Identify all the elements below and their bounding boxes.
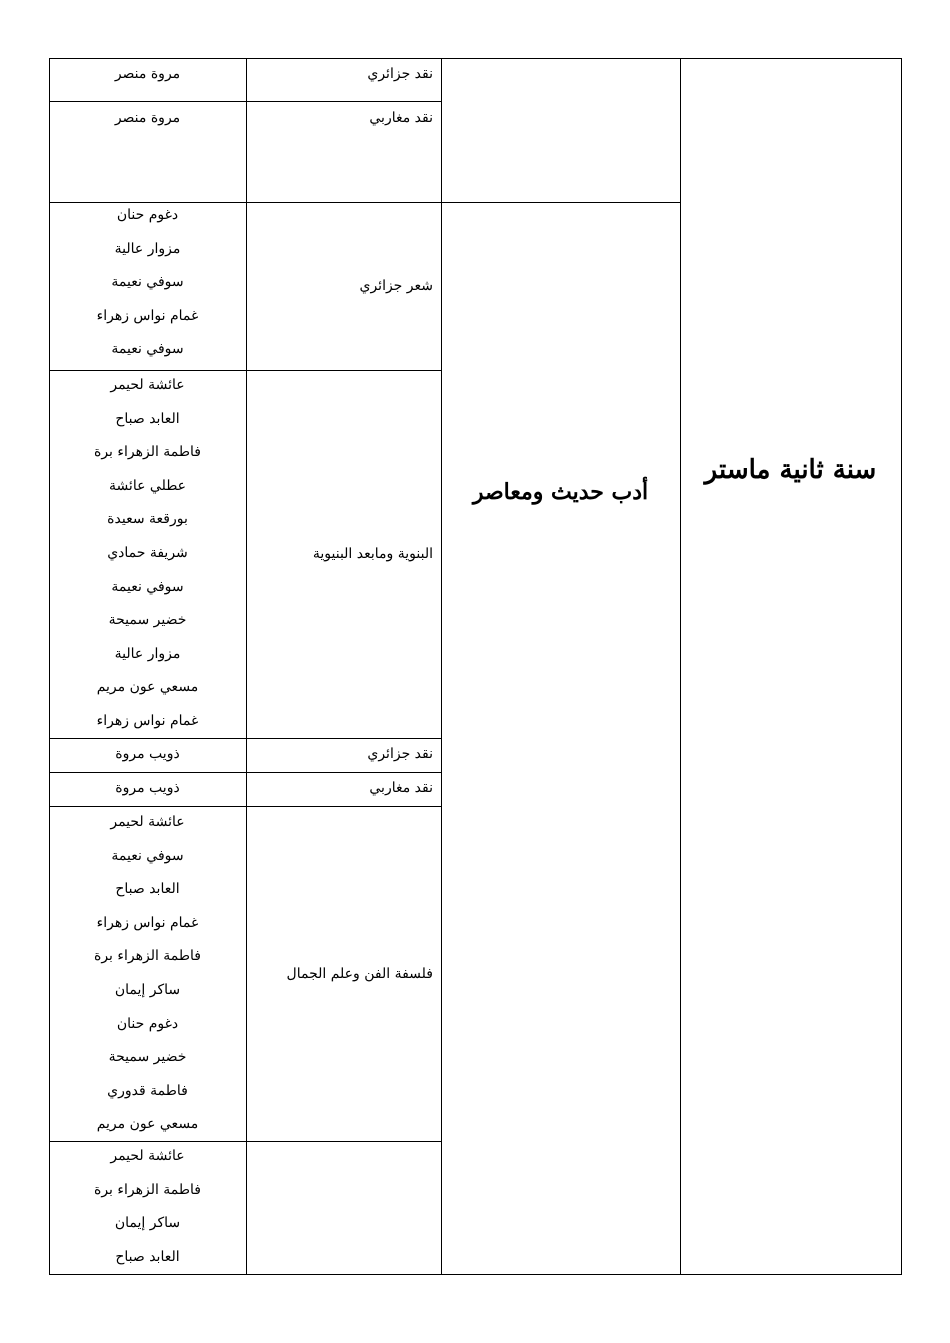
teacher-name: سوفي نعيمة [111,274,184,291]
teacher-name: غمام نواس زهراء [96,713,199,729]
teacher-name: مروة منصر [114,110,181,126]
subject-name: شعر جزائري [359,278,433,294]
teacher-name: خضير سميحة [108,612,187,629]
row-divider [49,772,441,773]
teacher-name: عطلي عائشة [108,477,187,494]
teacher-name: شريفة حمادي [107,545,188,561]
column-divider [441,58,442,1274]
teacher-name: مسعي عون مريم [96,679,199,696]
teacher-name: سوفي نعيمة [111,341,184,358]
column-divider [680,58,681,1274]
teacher-name: فاطمة الزهراء برة [93,444,202,461]
teacher-name: غمام نواس زهراء [96,914,199,931]
year-label: سنة ثانية ماستر [704,455,877,485]
subject-name: البنوية ومابعد البنيوية [312,546,433,562]
row-divider [49,806,441,807]
teacher-name: خضير سميحة [108,1049,187,1066]
teacher-name: مروة منصر [114,66,181,82]
teacher-name: سوفي نعيمة [111,847,184,864]
teacher-name: العابد صباح [115,410,180,427]
row-divider [49,101,441,102]
row-divider [49,1141,441,1142]
teacher-name: غمام نواس زهراء [96,307,199,324]
teacher-name: ذويب مروة [115,746,180,762]
row-divider [49,202,441,203]
specialty-label: أدب حديث ومعاصر [472,479,649,505]
specialty-divider [441,202,680,203]
teacher-name: عائشة لحيمر [110,814,185,830]
teacher-name: ساكر إيمان [114,1215,181,1232]
teacher-name: ذويب مروة [115,780,180,796]
teacher-name: عائشة لحيمر [110,1148,185,1164]
teacher-name: مزوار عالية [114,645,181,662]
teacher-name: عائشة لحيمر [110,377,185,393]
teacher-name: دغوم حنان [116,207,179,223]
teacher-name: دغوم حنان [116,1015,179,1032]
row-divider [49,370,441,371]
row-divider [49,738,441,739]
teacher-name: سوفي نعيمة [111,578,184,595]
subject-name: نقد جزائري [367,66,433,82]
column-divider [246,58,247,1274]
teacher-name: مسعي عون مريم [96,1116,199,1133]
subject-name: نقد جزائري [367,746,433,762]
teacher-name: بورقعة سعيدة [107,511,188,528]
teacher-name: مزوار عالية [114,240,181,257]
teacher-name: العابد صباح [115,1248,180,1265]
subject-name: فلسفة الفن وعلم الجمال [286,965,433,982]
teacher-name: فاطمة قدوري [107,1082,188,1099]
teacher-name: فاطمة الزهراء برة [93,948,202,965]
subject-name: نقد مغاربي [369,110,433,126]
teacher-name: العابد صباح [115,881,180,898]
subject-name: نقد مغاربي [369,780,433,796]
teacher-name: فاطمة الزهراء برة [93,1181,202,1198]
table-border-right [901,58,902,1275]
teacher-name: ساكر إيمان [114,982,181,998]
table-border-bottom [49,1274,902,1275]
table-border-top [49,58,902,59]
